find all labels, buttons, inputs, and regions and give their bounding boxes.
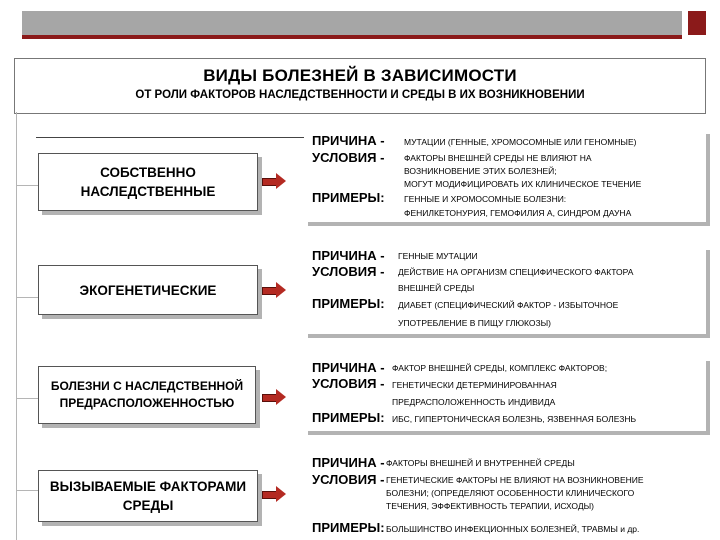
cause-label: ПРИЧИНА -: [312, 360, 385, 375]
cause-text: ГЕННЫЕ МУТАЦИИ: [398, 251, 478, 261]
cause-label: ПРИЧИНА -: [312, 455, 385, 470]
category-hereditary-label: СОБСТВЕННО НАСЛЕДСТВЕННЫЕ: [80, 165, 216, 199]
connector-arrow-3: [16, 398, 40, 399]
info-box-hereditary: [304, 130, 706, 222]
connector-arrow-2: [16, 297, 40, 298]
conditions-line: ПРЕДРАСПОЛОЖЕННОСТЬ ИНДИВИДА: [392, 397, 556, 407]
examples-line: ИБС, ГИПЕРТОНИЧЕСКАЯ БОЛЕЗНЬ, ЯЗВЕННАЯ БОЛЕЗНЬ: [392, 414, 637, 424]
connector-arrow-1: [16, 185, 40, 186]
conditions-line: ГЕНЕТИЧЕСКИЕ ФАКТОРЫ НЕ ВЛИЯЮТ НА ВОЗНИКНОВЕНИЕ: [386, 475, 644, 485]
examples-label: ПРИМЕРЫ:: [312, 410, 385, 425]
tree-trunk-line: [16, 112, 17, 540]
page-title: ВИДЫ БОЛЕЗНЕЙ В ЗАВИСИМОСТИ: [203, 66, 517, 85]
info-box-ecogenetic: [304, 246, 706, 334]
conditions-label: УСЛОВИЯ -: [312, 264, 385, 279]
top-decor-square: [688, 11, 706, 35]
conditions-line: ТЕЧЕНИЯ, ЭФФЕКТИВНОСТЬ ТЕРАПИИ, ИСХОДЫ): [386, 501, 594, 511]
conditions-label: УСЛОВИЯ -: [312, 472, 385, 487]
conditions-line: ФАКТОРЫ ВНЕШНЕЙ СРЕДЫ НЕ ВЛИЯЮТ НА: [404, 153, 592, 163]
arrow-right-icon: [262, 488, 286, 500]
category-ecogenetic: [38, 265, 258, 315]
examples-line: ДИАБЕТ (СПЕЦИФИЧЕСКИЙ ФАКТОР - ИЗБЫТОЧНОЕ: [398, 300, 619, 310]
conditions-line: ВНЕШНЕЙ СРЕДЫ: [398, 283, 475, 293]
connector-arrow-4: [16, 490, 40, 491]
category-ecogenetic-label: ЭКОГЕНЕТИЧЕСКИЕ: [79, 282, 217, 298]
conditions-line: ВОЗНИКНОВЕНИЕ ЭТИХ БОЛЕЗНЕЙ;: [404, 166, 557, 176]
cause-text: ФАКТОРЫ ВНЕШНЕЙ И ВНУТРЕННЕЙ СРЕДЫ: [386, 458, 575, 468]
conditions-line: МОГУТ МОДИФИЦИРОВАТЬ ИХ КЛИНИЧЕСКОЕ ТЕЧЕНИЕ: [404, 179, 642, 189]
header-box: [14, 58, 706, 114]
page-subtitle: ОТ РОЛИ ФАКТОРОВ НАСЛЕДСТВЕННОСТИ И СРЕДЫ В ИХ ВОЗНИКНОВЕНИИ: [135, 89, 585, 101]
cause-label: ПРИЧИНА -: [312, 248, 385, 263]
arrow-right-icon: [262, 284, 286, 296]
examples-label: ПРИМЕРЫ:: [312, 520, 385, 535]
info-box-environmental: [304, 453, 706, 539]
cause-text: МУТАЦИИ (ГЕННЫЕ, ХРОМОСОМНЫЕ ИЛИ ГЕНОМНЫЕ): [404, 137, 637, 147]
arrow-right-icon: [262, 391, 286, 403]
examples-label: ПРИМЕРЫ:: [312, 190, 385, 205]
conditions-line: БОЛЕЗНИ; (ОПРЕДЕЛЯЮТ ОСОБЕННОСТИ КЛИНИЧЕСКОГО: [386, 488, 635, 498]
examples-line: УПОТРЕБЛЕНИЕ В ПИЩУ ГЛЮКОЗЫ): [398, 318, 551, 328]
category-predisposition-label: БОЛЕЗНИ С НАСЛЕДСТВЕННОЙ ПРЕДРАСПОЛОЖЕННОСТЬЮ: [50, 379, 244, 410]
examples-label: ПРИМЕРЫ:: [312, 296, 385, 311]
conditions-label: УСЛОВИЯ -: [312, 150, 385, 165]
category-environmental: [38, 470, 258, 522]
examples-line: ГЕННЫЕ И ХРОМОСОМНЫЕ БОЛЕЗНИ:: [404, 194, 567, 204]
conditions-line: ГЕНЕТИЧЕСКИ ДЕТЕРМИНИРОВАННАЯ: [392, 380, 557, 390]
category-predisposition: [38, 366, 256, 424]
category-environmental-label: ВЫЗЫВАЕМЫЕ ФАКТОРАМИ СРЕДЫ: [49, 479, 247, 513]
examples-line: ФЕНИЛКЕТОНУРИЯ, ГЕМОФИЛИЯ А, СИНДРОМ ДАУНА: [404, 208, 632, 218]
top-decor-bar: [22, 11, 682, 39]
divider-line: [36, 137, 308, 138]
category-hereditary: [38, 153, 258, 211]
examples-line: БОЛЬШИНСТВО ИНФЕКЦИОННЫХ БОЛЕЗНЕЙ, ТРАВМЫ и др.: [386, 524, 640, 534]
conditions-label: УСЛОВИЯ -: [312, 376, 385, 391]
cause-label: ПРИЧИНА -: [312, 133, 385, 148]
arrow-right-icon: [262, 175, 286, 187]
conditions-line: ДЕЙСТВИЕ НА ОРГАНИЗМ СПЕЦИФИЧЕСКОГО ФАКТОРА: [398, 267, 634, 277]
cause-text: ФАКТОР ВНЕШНЕЙ СРЕДЫ, КОМПЛЕКС ФАКТОРОВ;: [392, 363, 608, 373]
info-box-predisposition: [304, 357, 706, 431]
